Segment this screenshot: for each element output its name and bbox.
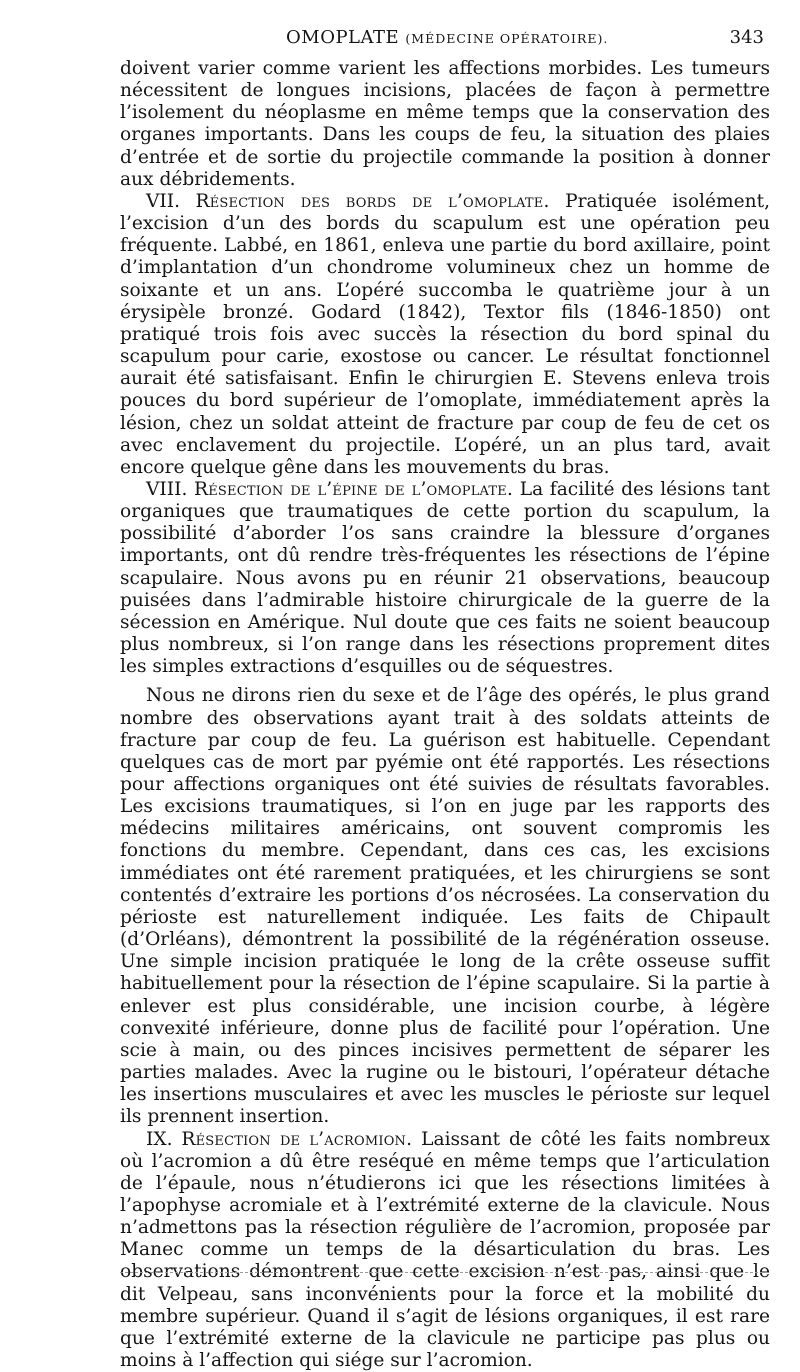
running-header: [120, 27, 770, 53]
body-text: [120, 58, 770, 1372]
running-title: [286, 27, 608, 48]
paragraph-continuation: [120, 58, 770, 191]
section-heading: Résection de l’épine de l’omoplate.: [194, 479, 513, 500]
header-title: OMOPLATE: [286, 27, 399, 48]
paragraph-text: La facilité des lésions tant organiques que traumatiques de cette portion du scapulum, la possibilité d’aborder l’os sans craindre la blessure d’organes importants, ont dû rendre très-fréquentes les résections de l’épine scapulaire. Nous avons pu en réunir 21 observations, beaucoup puisées dans l’admirable histoire chirurgicale de la guerre de la sécession en Amérique. Nul doute que ces faits ne soient beaucoup plus nombreux, si l’on range dans les résections proprement dites les simples extractions d’esquilles ou de séquestres.: [120, 479, 770, 677]
section-number: VII.: [146, 191, 180, 212]
section-ix: [120, 1129, 770, 1372]
section-vii: [120, 191, 770, 479]
header-subtitle: (MÉDECINE OPÉRATOIRE).: [405, 31, 608, 46]
paragraph-text: Laissant de côté les faits nombreux où l’acromion a dû être reséqué en même temps que l’articulation de l’épaule, nous n’étudierons ici que les résections limitées à l’apophyse acromiale et à l’extrémité externe de la clavicule. Nous n’admettons pas la résection régulière de l’acromion, proposée par Manec comme un temps de la désarticulation du bras. Les observations démontrent que cette excision n’est pas, ainsi que le dit Velpeau, sans inconvénients pour la force et la mobilité du membre supérieur. Quand il s’agit de lésions organiques, il est rare que l’extrémité externe de la clavicule ne participe pas plus ou moins à l’affection qui siége sur l’acromion.: [120, 1129, 770, 1372]
section-viii: [120, 479, 770, 678]
page-number: 343: [730, 27, 764, 48]
section-number: IX.: [146, 1129, 173, 1150]
section-number: VIII.: [146, 479, 187, 500]
footer-rule: [120, 1272, 768, 1273]
section-heading: Résection de l’acromion.: [181, 1129, 412, 1150]
section-heading: Résection des bords de l’omoplate.: [196, 191, 550, 212]
paragraph-text: Pratiquée isolément, l’excision d’un des bords du scapulum est une opération peu fréquente. Labbé, en 1861, enleva une partie du bord axillaire, point d’implantation d’un chondrome volumineux chez un homme de soixante et un ans. L’opéré succomba le quatrième jour à un érysipèle bronzé. Godard (1842), Textor fils (1846-1850) ont pratiqué trois fois avec succès la résection du bord spinal du scapulum pour carie, exostose ou cancer. Le résultat fonctionnel aurait été satisfaisant. Enfin le chirurgien E. Stevens enleva trois pouces du bord supérieur de l’omoplate, immédiatement après la lésion, chez un soldat atteint de fracture par coup de feu de cet os avec enclavement du projectile. L’opéré, un an plus tard, avait encore quelque gêne dans les mouvements du bras.: [120, 191, 770, 478]
paragraph-text: Nous ne dirons rien du sexe et de l’âge des opérés, le plus grand nombre des observations ayant trait à des soldats atteints de fracture par coup de feu. La guérison est habituelle. Cependant quelques cas de mort par pyémie ont été rapportés. Les résections pour affections organiques ont été suivies de résultats favorables. Les excisions traumatiques, si l’on en juge par les rapports des médecins militaires américains, ont souvent compromis les fonctions du membre. Cependant, dans ces cas, les excisions immédiates ont été rarement pratiquées, et les chirurgiens se sont contentés d’extraire les portions d’os nécrosées. La conservation du périoste est naturellement indiquée. Les faits de Chipault (d’Orléans), démontrent la possibilité de la régénération osseuse. Une simple incision pratiquée le long de la crête osseuse suffit habituellement pour la résection de l’épine scapulaire. Si la partie à enlever est plus considérable, une incision courbe, à légère convexité inférieure, donne plus de facilité pour l’opération. Une scie à main, ou des pinces incisives permettent de séparer les parties malades. Avec la rugine ou le bistouri, l’opérateur détache les insertions musculaires et avec les muscles le périoste sur lequel ils prennent insertion.: [120, 685, 770, 1127]
paragraph-operations: [120, 685, 770, 1128]
paragraph-text: doivent varier comme varient les affections morbides. Les tumeurs nécessitent de longues incisions, placées de façon à permettre l’isolement du néoplasme en même temps que la conservation des organes importants. Dans les coups de feu, la situation des plaies d’entrée et de sortie du projectile commande la position à donner aux débridements.: [120, 58, 770, 190]
